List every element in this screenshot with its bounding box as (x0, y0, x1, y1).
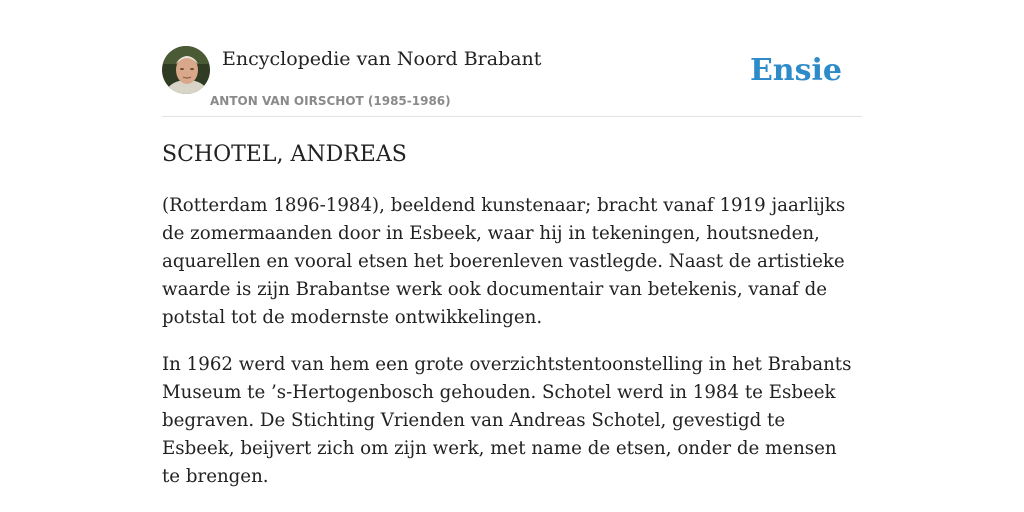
avatar[interactable] (162, 46, 210, 94)
header (162, 46, 862, 117)
brand-logo[interactable]: Ensie (749, 53, 842, 88)
entry-paragraph: (Rotterdam 1896-1984), beeldend kunstenaar; bracht vanaf 1919 jaarlijks de zomermaanden door in Esbeek, waar hij in tekeningen, houtsneden, aquarellen en vooral etsen het boerenleven vastlegde. Naast de artistieke waarde is zijn Brabantse werk ook documentair van betekenis, vanaf de potstal tot de modernste ontwikkelingen. (162, 195, 846, 328)
author-portrait-icon (162, 46, 210, 94)
entry-paragraph: In 1962 werd van hem een grote overzichtstentoonstelling in het Brabants Museum te ’s-Hertogenbosch gehouden. Schotel werd in 1984 te Esbeek begraven. De Stichting Vrienden van Andreas Schotel, gevestigd te Esbeek, beijvert zich om zijn werk, met name de etsen, onder de mensen te brengen. (162, 354, 852, 487)
entry-title: SCHOTEL, ANDREAS (162, 142, 407, 167)
author-name[interactable]: ANTON VAN OIRSCHOT (1985-1986) (210, 94, 451, 108)
source-title[interactable]: Encyclopedie van Noord Brabant (222, 48, 542, 70)
